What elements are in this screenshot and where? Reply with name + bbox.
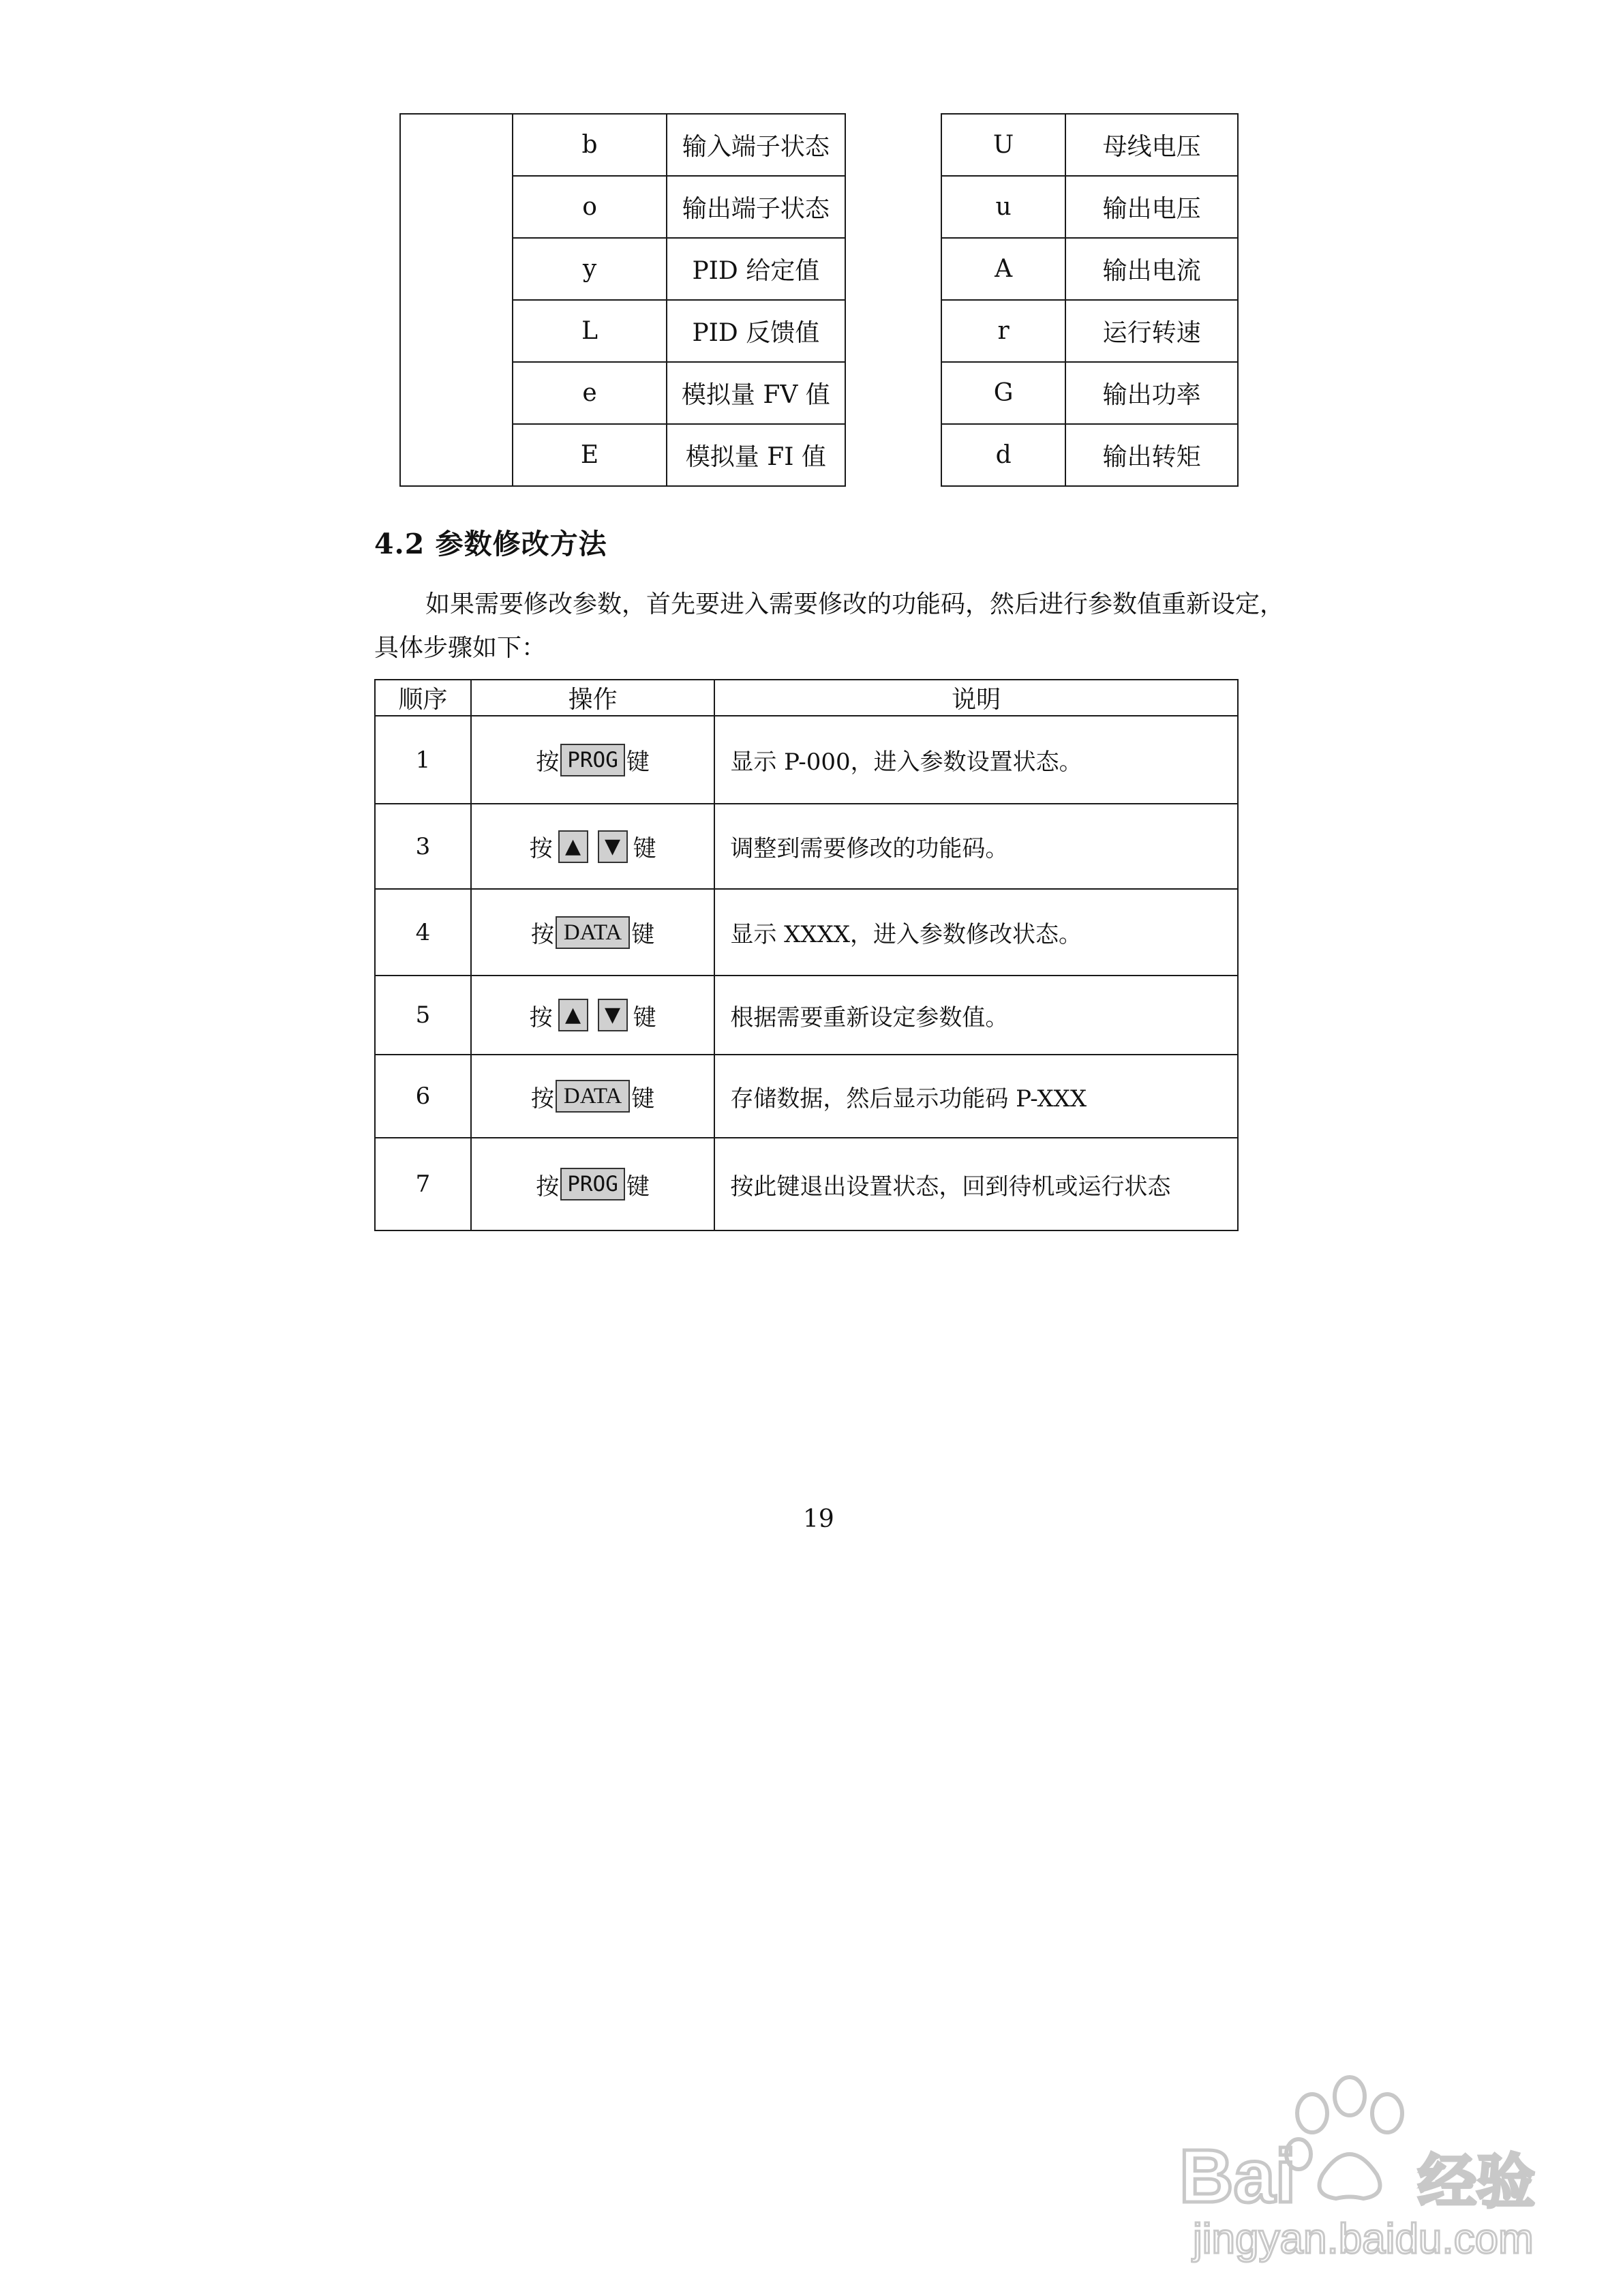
step-description: 显示 P-000，进入参数设置状态。: [714, 716, 1238, 804]
code-desc-cell: PID 给定值: [667, 238, 845, 300]
step-description: 调整到需要修改的功能码。: [714, 804, 1238, 889]
table-row: [375, 1055, 1238, 1138]
code-cell: A: [941, 238, 1065, 300]
key-label: 键: [626, 749, 650, 776]
header-description: 说明: [714, 680, 1238, 716]
step-order: 1: [375, 716, 471, 804]
code-desc-cell: 输出转矩: [1065, 424, 1238, 486]
table-row: [375, 889, 1238, 976]
code-desc-cell: 输出端子状态: [667, 176, 845, 238]
code-cell: G: [941, 362, 1065, 424]
table-row: [375, 976, 1238, 1055]
step-operation: [471, 1055, 715, 1138]
key-label: 键: [633, 835, 656, 862]
up-arrow-icon: ▲: [558, 830, 588, 863]
step-operation: [471, 804, 715, 889]
press-label: 按: [536, 1173, 560, 1200]
step-description: 根据需要重新设定参数值。: [714, 976, 1238, 1055]
code-cell: y: [513, 238, 666, 300]
code-desc-cell: 母线电压: [1065, 114, 1238, 176]
step-operation: [471, 1138, 715, 1230]
code-cell: L: [513, 300, 666, 362]
data-key: DATA: [556, 1080, 630, 1113]
watermark-url: jingyan.baidu.com: [1193, 2216, 1534, 2263]
table-row: [941, 176, 1238, 238]
code-table-right: [941, 113, 1239, 487]
prog-key: PROG: [560, 744, 625, 776]
table-header-row: [375, 680, 1238, 716]
code-cell: r: [941, 300, 1065, 362]
table-row: [941, 424, 1238, 486]
code-cell: b: [513, 114, 666, 176]
code-desc-cell: 输出电压: [1065, 176, 1238, 238]
paw-logo-icon: [1286, 2077, 1402, 2199]
step-order: 5: [375, 976, 471, 1055]
table-row: [375, 716, 1238, 804]
step-operation: [471, 889, 715, 976]
press-label: 按: [530, 921, 554, 948]
step-operation: [471, 716, 715, 804]
intro-paragraph-line: 具体步骤如下：: [374, 634, 547, 662]
step-operation: [471, 976, 715, 1055]
table-row: [941, 362, 1238, 424]
step-description: 按此键退出设置状态，回到待机或运行状态: [714, 1138, 1238, 1230]
code-cell: U: [941, 114, 1065, 176]
code-desc-cell: 运行转速: [1065, 300, 1238, 362]
step-description: 存储数据，然后显示功能码 P-XXX: [714, 1055, 1238, 1138]
table-row: [375, 804, 1238, 889]
page-number: 19: [803, 1505, 834, 1533]
prog-key: PROG: [560, 1168, 625, 1200]
code-cell: u: [941, 176, 1065, 238]
code-desc-cell: 输出电流: [1065, 238, 1238, 300]
press-label: 按: [536, 749, 560, 776]
code-cell: e: [513, 362, 666, 424]
intro-paragraph-line: 如果需要修改参数，首先要进入需要修改的功能码，然后进行参数值重新设定，: [425, 590, 1285, 618]
table-row: [400, 114, 845, 176]
step-order: 3: [375, 804, 471, 889]
press-label: 按: [529, 835, 553, 862]
code-desc-cell: PID 反馈值: [667, 300, 845, 362]
key-label: 键: [626, 1173, 650, 1200]
code-desc-cell: 输出功率: [1065, 362, 1238, 424]
watermark-brand-cn: 经验: [1418, 2149, 1535, 2215]
step-order: 6: [375, 1055, 471, 1138]
steps-table: [374, 679, 1239, 1231]
header-operation: 操作: [471, 680, 715, 716]
table-row: [941, 300, 1238, 362]
table-row: [941, 114, 1238, 176]
key-label: 键: [631, 1085, 655, 1113]
press-label: 按: [529, 1003, 553, 1031]
table-row: [375, 1138, 1238, 1230]
step-order: 4: [375, 889, 471, 976]
step-description: 显示 XXXX，进入参数修改状态。: [714, 889, 1238, 976]
press-label: 按: [530, 1085, 554, 1113]
code-desc-cell: 输入端子状态: [667, 114, 845, 176]
up-arrow-icon: ▲: [558, 999, 588, 1031]
key-label: 键: [633, 1003, 656, 1031]
watermark-brand: Bai: [1179, 2134, 1296, 2218]
blank-cell: [400, 114, 513, 486]
data-key: DATA: [556, 916, 630, 949]
down-arrow-icon: ▼: [598, 999, 628, 1031]
code-table-left: [399, 113, 846, 487]
section-heading: 4.2 参数修改方法: [374, 528, 607, 560]
code-cell: E: [513, 424, 666, 486]
baidu-jingyan-watermark: [1152, 2059, 1561, 2263]
code-cell: d: [941, 424, 1065, 486]
step-order: 7: [375, 1138, 471, 1230]
key-label: 键: [631, 921, 655, 948]
code-desc-cell: 模拟量 FV 值: [667, 362, 845, 424]
code-cell: o: [513, 176, 666, 238]
table-row: [941, 238, 1238, 300]
down-arrow-icon: ▼: [598, 830, 628, 863]
header-order: 顺序: [375, 680, 471, 716]
code-desc-cell: 模拟量 FI 值: [667, 424, 845, 486]
